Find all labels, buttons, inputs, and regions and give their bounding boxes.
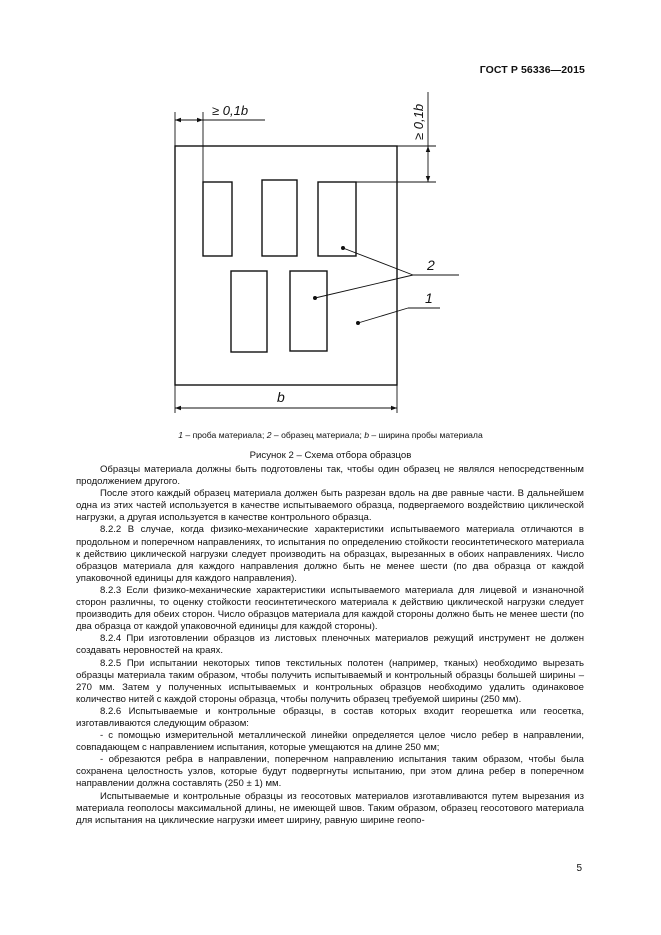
dim-label-top: ≥ 0,1b bbox=[212, 103, 249, 118]
callout-label-2: 2 bbox=[427, 257, 435, 273]
legend-text-b: – ширина пробы материала bbox=[369, 430, 483, 440]
dim-label-right: ≥ 0,1b bbox=[411, 103, 426, 140]
figure-legend bbox=[0, 430, 661, 440]
specimen-rect-top-2 bbox=[262, 180, 297, 256]
paragraph: 8.2.4 При изготовлении образцов из листовых пленочных материалов режущий инструмент не должен создавать неровностей на краях. bbox=[76, 633, 584, 657]
paragraph: После этого каждый образец материала должен быть разрезан вдоль на две равные части. В дальнейшем одна из этих частей используется в качестве испытываемого образца, подвергаемого воздействию циклической нагрузки, а другая используется в качестве контрольного образца. bbox=[76, 488, 584, 524]
legend-symbol-b: b bbox=[364, 430, 370, 440]
paragraph: 8.2.2 В случае, когда физико-механические характеристики испытываемого материала отличаются в продольном и поперечном направлениях, то испытания по определению стойкости геосинтетического материала к действию циклической нагрузки следует производить на образцах, вырезанных в обоих направлениях. Число образцов материала для каждого направления должно быть не менее шести (по два образца от каждой упаковочной единицы для каждого направления). bbox=[76, 524, 584, 584]
legend-number-2: 2 bbox=[266, 430, 272, 440]
dim-label-bottom: b bbox=[277, 389, 285, 405]
paragraph: 8.2.3 Если физико-механические характеристики испытываемого материала для лицевой и изнаночной сторон различны, то оценку стойкости геосинтетического материала к действию циклической нагрузки следует производить для обеих сторон. Число образцов материала для каждой стороны должно быть не менее шести (по два образца от каждой упаковочной единицы для каждой стороны). bbox=[76, 584, 584, 633]
paragraph: 8.2.5 При испытании некоторых типов текстильных полотен (например, тканых) необходимо вырезать образцы материала таким образом, чтобы получить испытываемый и контрольный образцы большей ширины – 270 мм. Затем у полученных испытываемых и контрольных образцов необходимо удалить одинаковое количество нитей с каждой стороны образца, чтобы получить образец требуемой ширины (250 мм). bbox=[76, 657, 584, 705]
specimen-rect-bottom-1 bbox=[231, 271, 267, 352]
callout-label-1: 1 bbox=[425, 290, 433, 306]
paragraph: - обрезаются ребра в направлении, поперечном направлению испытания таким образом, чтобы была сохранена целостность узлов, которые будут подвергнуты испытанию, при этом длина ребер в поперечном направлении должна составлять (250 ± 1) мм. bbox=[76, 754, 584, 790]
paragraph: - с помощью измерительной металлической линейки определяется целое число ребер в направлении, совпадающем с направлением испытания, которые умещаются на длине 250 мм; bbox=[76, 730, 584, 754]
legend-text-1: – проба материала; bbox=[183, 430, 267, 440]
paragraph: Испытываемые и контрольные образцы из геосотовых материалов изготавливаются путем вырезания из материала геополосы максимальной длины, не имеющей швов. Таким образом, образец геосотового материала для испытания на циклические нагрузки имеет ширину, равную ширине геопо- bbox=[76, 790, 584, 826]
paragraph: 8.2.6 Испытываемые и контрольные образцы, в состав которых входит георешетка или геосетка, изготавливаются следующим образом: bbox=[76, 705, 584, 729]
paragraph: Образцы материала должны быть подготовлены так, чтобы один образец не являлся непосредственным продолжением другого. bbox=[76, 464, 584, 488]
page-number: 5 bbox=[576, 863, 582, 874]
document-header: ГОСТ Р 56336—2015 bbox=[479, 64, 585, 76]
sampling-scheme-figure bbox=[0, 0, 661, 430]
specimen-rect-top-3 bbox=[318, 182, 356, 256]
specimen-rect-top-1 bbox=[203, 182, 232, 256]
body-text bbox=[76, 464, 584, 827]
legend-text-2: – образец материала; bbox=[271, 430, 365, 440]
figure-title: Рисунок 2 – Схема отбора образцов bbox=[249, 450, 412, 461]
legend-number-1: 1 bbox=[178, 430, 184, 440]
specimen-rect-bottom-2 bbox=[290, 271, 327, 351]
